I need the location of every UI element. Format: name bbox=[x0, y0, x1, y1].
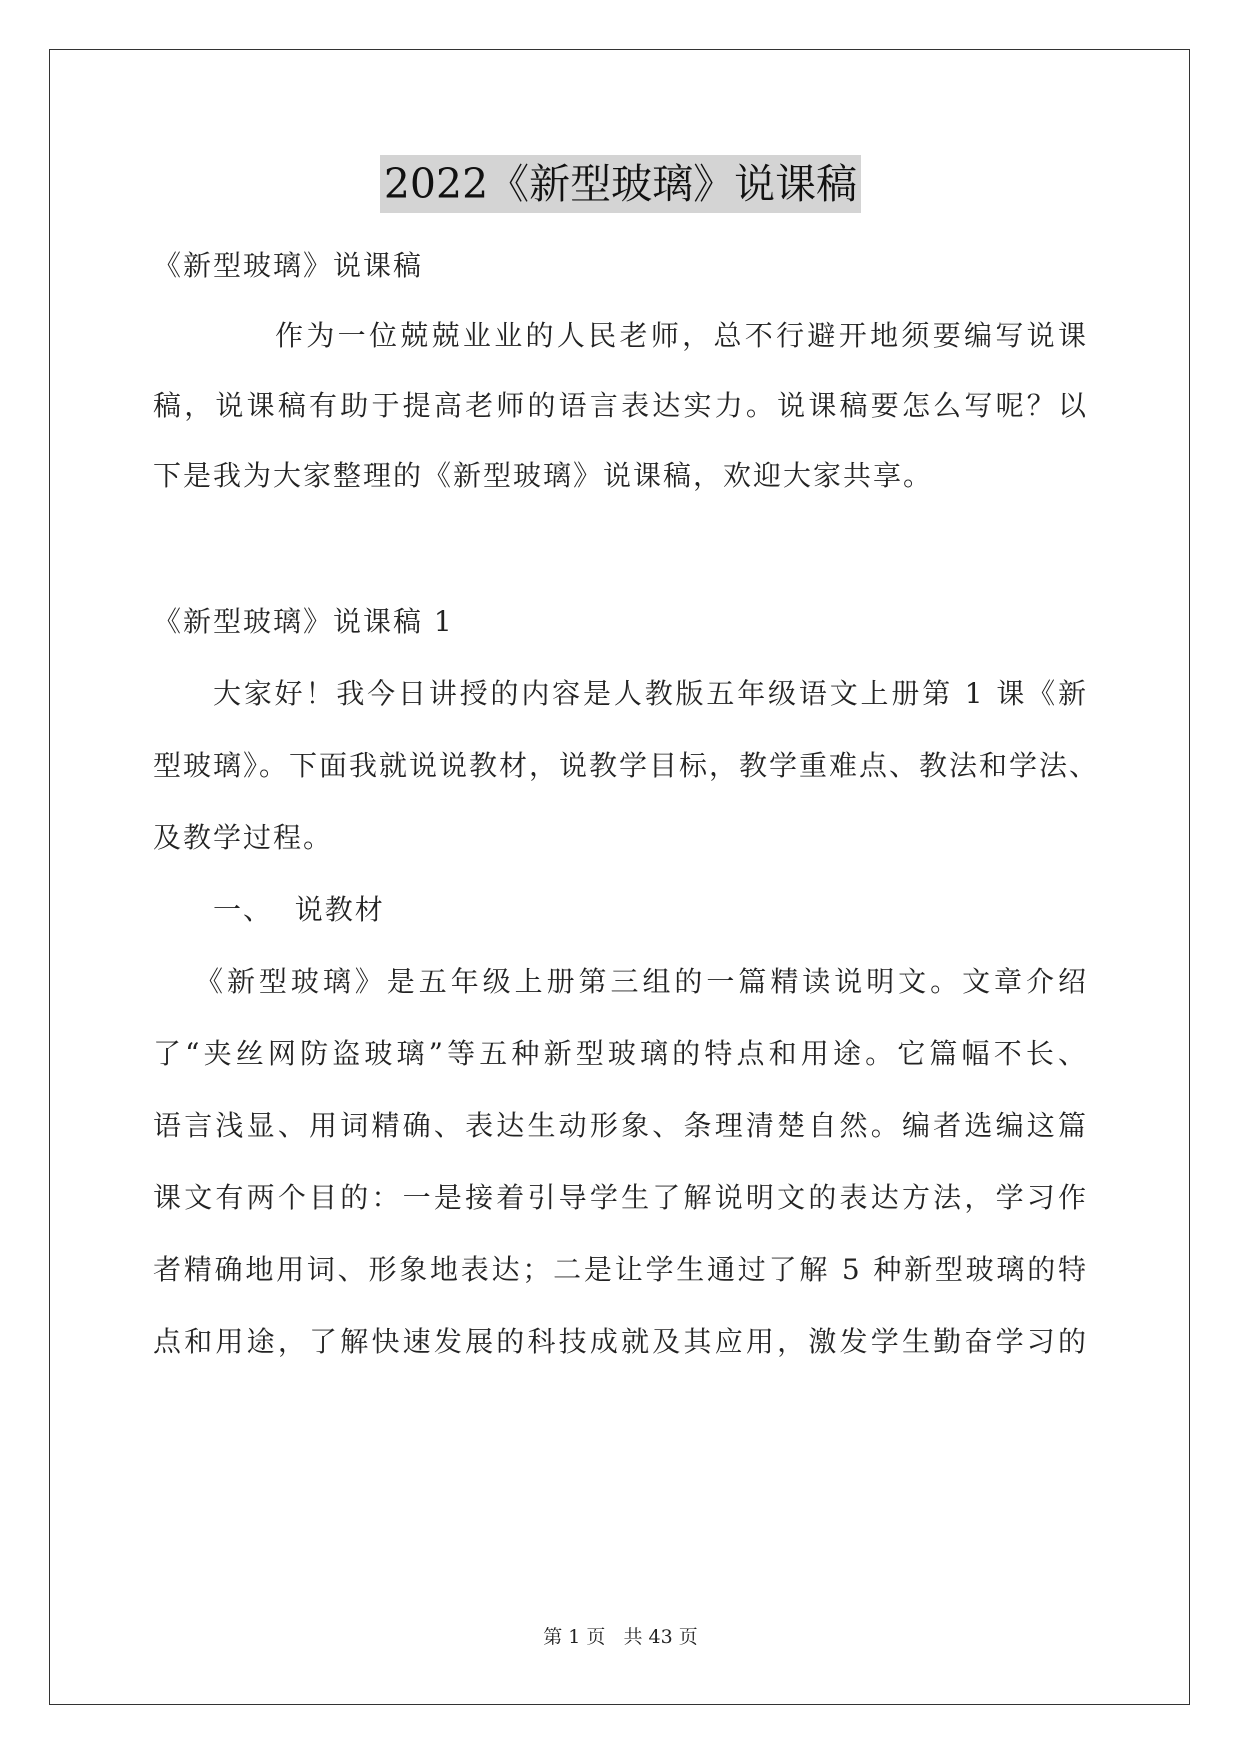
greeting-line-3: 及教学过程。 bbox=[153, 821, 334, 854]
page-footer bbox=[0, 1622, 1241, 1649]
page-number: 第 1 页 bbox=[543, 1626, 606, 1648]
section-title: 《新型玻璃》说课稿 1 bbox=[153, 605, 454, 638]
heading-1: 一、 说教材 bbox=[213, 893, 385, 926]
body-line-1: 《新型玻璃》是五年级上册第三组的一篇精读说明文。文章介绍 bbox=[195, 965, 1088, 998]
page-total: 共 43 页 bbox=[623, 1626, 698, 1648]
greeting-line-1: 大家好！我今日讲授的内容是人教版五年级语文上册第 1 课《新 bbox=[213, 677, 1088, 710]
greeting-line-2: 型玻璃》。下面我就说说教材，说教学目标，教学重难点、教法和学法、 bbox=[153, 749, 1100, 782]
body-line-5: 者精确地用词、形象地表达；二是让学生通过了解 5 种新型玻璃的特 bbox=[153, 1253, 1088, 1286]
intro-line-3: 下是我为大家整理的《新型玻璃》说课稿，欢迎大家共享。 bbox=[153, 459, 934, 492]
body-line-3: 语言浅显、用词精确、表达生动形象、条理清楚自然。编者选编这篇 bbox=[153, 1109, 1088, 1142]
intro-line-2: 稿，说课稿有助于提高老师的语言表达实力。说课稿要怎么写呢？以 bbox=[153, 389, 1088, 422]
document-title: 2022《新型玻璃》说课稿 bbox=[380, 155, 861, 213]
title-wrap bbox=[0, 155, 1241, 213]
page-border bbox=[49, 49, 1190, 1705]
document-subtitle: 《新型玻璃》说课稿 bbox=[153, 249, 424, 282]
body-line-2: 了“夹丝网防盗玻璃”等五种新型玻璃的特点和用途。它篇幅不长、 bbox=[153, 1037, 1088, 1070]
body-line-4: 课文有两个目的：一是接着引导学生了解说明文的表达方法，学习作 bbox=[153, 1181, 1088, 1214]
intro-line-1: 作为一位兢兢业业的人民老师，总不行避开地须要编写说课 bbox=[275, 319, 1088, 352]
body-line-6: 点和用途，了解快速发展的科技成就及其应用，激发学生勤奋学习的 bbox=[153, 1325, 1088, 1358]
